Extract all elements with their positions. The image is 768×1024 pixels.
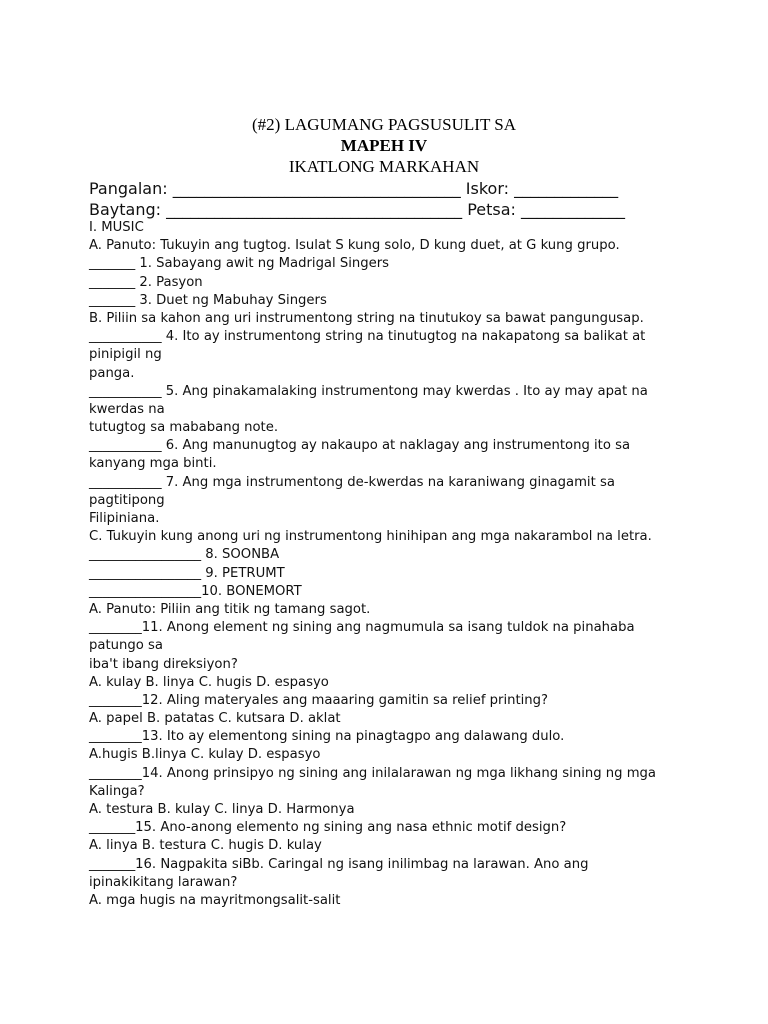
worksheet-line: kwerdas na bbox=[89, 401, 165, 417]
worksheet-line: pinipigil ng bbox=[89, 347, 162, 363]
worksheet-line: _______15. Ano-anong elemento ng sining ang nasa ethnic motif design? bbox=[89, 820, 567, 836]
name-score-field: Pangalan: ____________________________________ Iskor: _____________ bbox=[89, 179, 619, 198]
grade-date-field: Baytang: _____________________________________ Petsa: _____________ bbox=[89, 200, 625, 219]
worksheet-line: _________________10. BONEMORT bbox=[89, 583, 302, 599]
worksheet-line: A. mga hugis na mayritmongsalit-salit bbox=[89, 892, 341, 908]
worksheet-line: _______ 2. Pasyon bbox=[89, 274, 203, 290]
worksheet-line: A. linya B. testura C. hugis D. kulay bbox=[89, 838, 322, 854]
worksheet-line: ___________ 4. Ito ay instrumentong string na tinutugtog na nakapatong sa balikat at bbox=[89, 329, 646, 345]
worksheet-line: C. Tukuyin kung anong uri ng instrumentong hinihipan ang mga nakarambol na letra. bbox=[89, 529, 652, 545]
title-line-1: (#2) LAGUMANG PAGSUSULIT SA bbox=[252, 115, 516, 134]
worksheet-line: panga. bbox=[89, 365, 135, 381]
worksheet-line: A. kulay B. linya C. hugis D. espasyo bbox=[89, 674, 329, 690]
worksheet-line: _________________ 9. PETRUMT bbox=[89, 565, 285, 581]
worksheet-line: tutugtog sa mababang note. bbox=[89, 420, 279, 436]
worksheet-line: ipinakikitang larawan? bbox=[89, 874, 238, 890]
worksheet-line: iba't ibang direksiyon? bbox=[89, 656, 238, 672]
title-line-2: MAPEH IV bbox=[340, 136, 428, 155]
worksheet-line: ________13. Ito ay elementong sining na pinagtagpo ang dalawang dulo. bbox=[89, 729, 565, 745]
worksheet-line: Kalinga? bbox=[89, 783, 145, 799]
worksheet-line: A. papel B. patatas C. kutsara D. aklat bbox=[89, 711, 341, 727]
worksheet-line: ________11. Anong element ng sining ang nagmumula sa isang tuldok na pinahaba bbox=[89, 620, 635, 636]
worksheet-line: kanyang mga binti. bbox=[89, 456, 217, 472]
worksheet-line: Filipiniana. bbox=[89, 511, 160, 526]
worksheet-content bbox=[89, 219, 679, 910]
worksheet-line: _______ 1. Sabayang awit ng Madrigal Singers bbox=[89, 256, 390, 272]
worksheet-line: A. testura B. kulay C. linya D. Harmonya bbox=[89, 802, 355, 817]
worksheet-line: ___________ 5. Ang pinakamalaking instrumentong may kwerdas . Ito ay may apat na bbox=[89, 383, 648, 399]
worksheet-line: ___________ 7. Ang mga instrumentong de-kwerdas na karaniwang ginagamit sa bbox=[89, 474, 615, 490]
worksheet-line: _________________ 8. SOONBA bbox=[89, 547, 280, 563]
worksheet-line: ________12. Aling materyales ang maaaring gamitin sa relief printing? bbox=[89, 692, 549, 708]
worksheet-line: A. Panuto: Piliin ang titik ng tamang sagot. bbox=[89, 601, 371, 617]
worksheet-line: pagtitipong bbox=[89, 492, 165, 508]
worksheet-line: _______16. Nagpakita siBb. Caringal ng isang inilimbag na larawan. Ano ang bbox=[89, 856, 589, 872]
title-line-3: IKATLONG MARKAHAN bbox=[288, 157, 480, 176]
worksheet-line: ________14. Anong prinsipyo ng sining ang inilalarawan ng mga likhang sining ng mga bbox=[89, 765, 656, 781]
worksheet-line: A. Panuto: Tukuyin ang tugtog. Isulat S kung solo, D kung duet, at G kung grupo. bbox=[89, 238, 620, 254]
worksheet-line: patungo sa bbox=[89, 638, 163, 654]
worksheet-line: I. MUSIC bbox=[89, 220, 144, 235]
worksheet-line: A.hugis B.linya C. kulay D. espasyo bbox=[89, 747, 321, 763]
worksheet-line: ___________ 6. Ang manunugtog ay nakaupo at naklagay ang instrumentong ito sa bbox=[89, 438, 631, 454]
worksheet-line: _______ 3. Duet ng Mabuhay Singers bbox=[89, 292, 327, 308]
worksheet-line: B. Piliin sa kahon ang uri instrumentong string na tinutukoy sa bawat pangungusap. bbox=[89, 310, 644, 326]
